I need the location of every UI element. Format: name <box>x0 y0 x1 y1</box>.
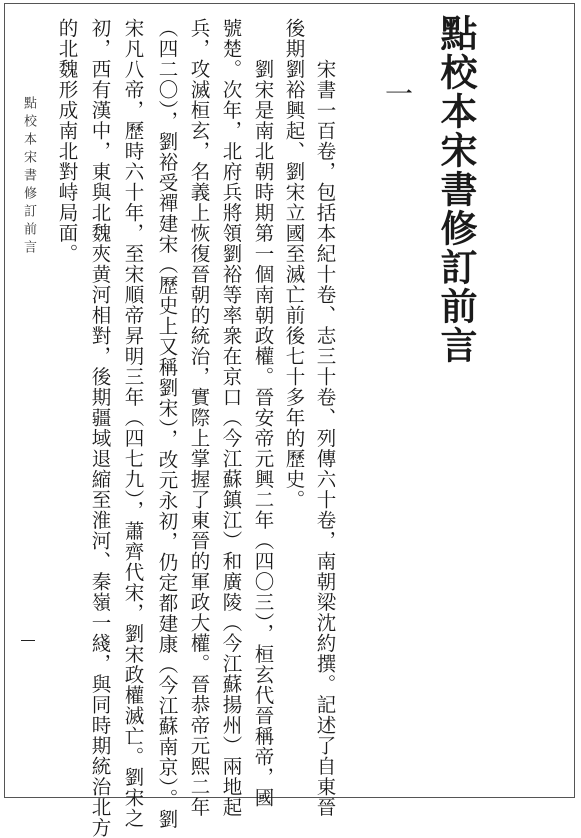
body-text-line: 初，西有漢中，東與北魏夾黄河相對，後期疆域退縮至淮河、秦嶺一綫，與同時期統治北方 <box>88 18 112 838</box>
body-text-line: 劉宋是南北朝時期第一個南朝政權。晉安帝元興二年（四〇三），桓玄代晉稱帝，國 <box>251 59 275 808</box>
book-page <box>4 3 575 838</box>
body-text-line: 號楚。次年，北府兵將領劉裕等率衆在京口（今江蘇鎮江）和廣陵（今江蘇揚州）兩地起 <box>219 18 243 818</box>
chapter-number: 一 <box>381 79 414 107</box>
body-text-line: 宋書一百卷，包括本紀十卷、志三十卷、列傳六十卷，南朝梁沈約撰。記述了自東晉 <box>313 59 337 818</box>
body-text-line: （四二〇），劉裕受禪建宋（歷史上又稱劉宋），改元永初，仍定都建康（今江蘇南京）。劉 <box>155 18 179 830</box>
body-text-line: 的北魏形成南北對峙局面。 <box>55 18 79 264</box>
running-head: 點校本宋書修訂前言 <box>21 96 36 258</box>
page-number <box>21 640 35 641</box>
page-title: 點校本宋書修訂前言 <box>434 14 478 365</box>
body-text-line: 宋凡八帝，歷時六十年，至宋順帝昇明三年（四七九），蕭齊代宋，劉宋政權滅亡。劉宋之 <box>121 18 145 829</box>
body-text-line: 兵，攻滅桓玄，名義上恢復晉朝的統治，實際上掌握了東晉的軍政大權。晉恭帝元熙二年 <box>187 18 211 818</box>
body-text-line: 後期劉裕興起、劉宋立國至滅亡前後七十多年的歷史。 <box>282 18 306 510</box>
